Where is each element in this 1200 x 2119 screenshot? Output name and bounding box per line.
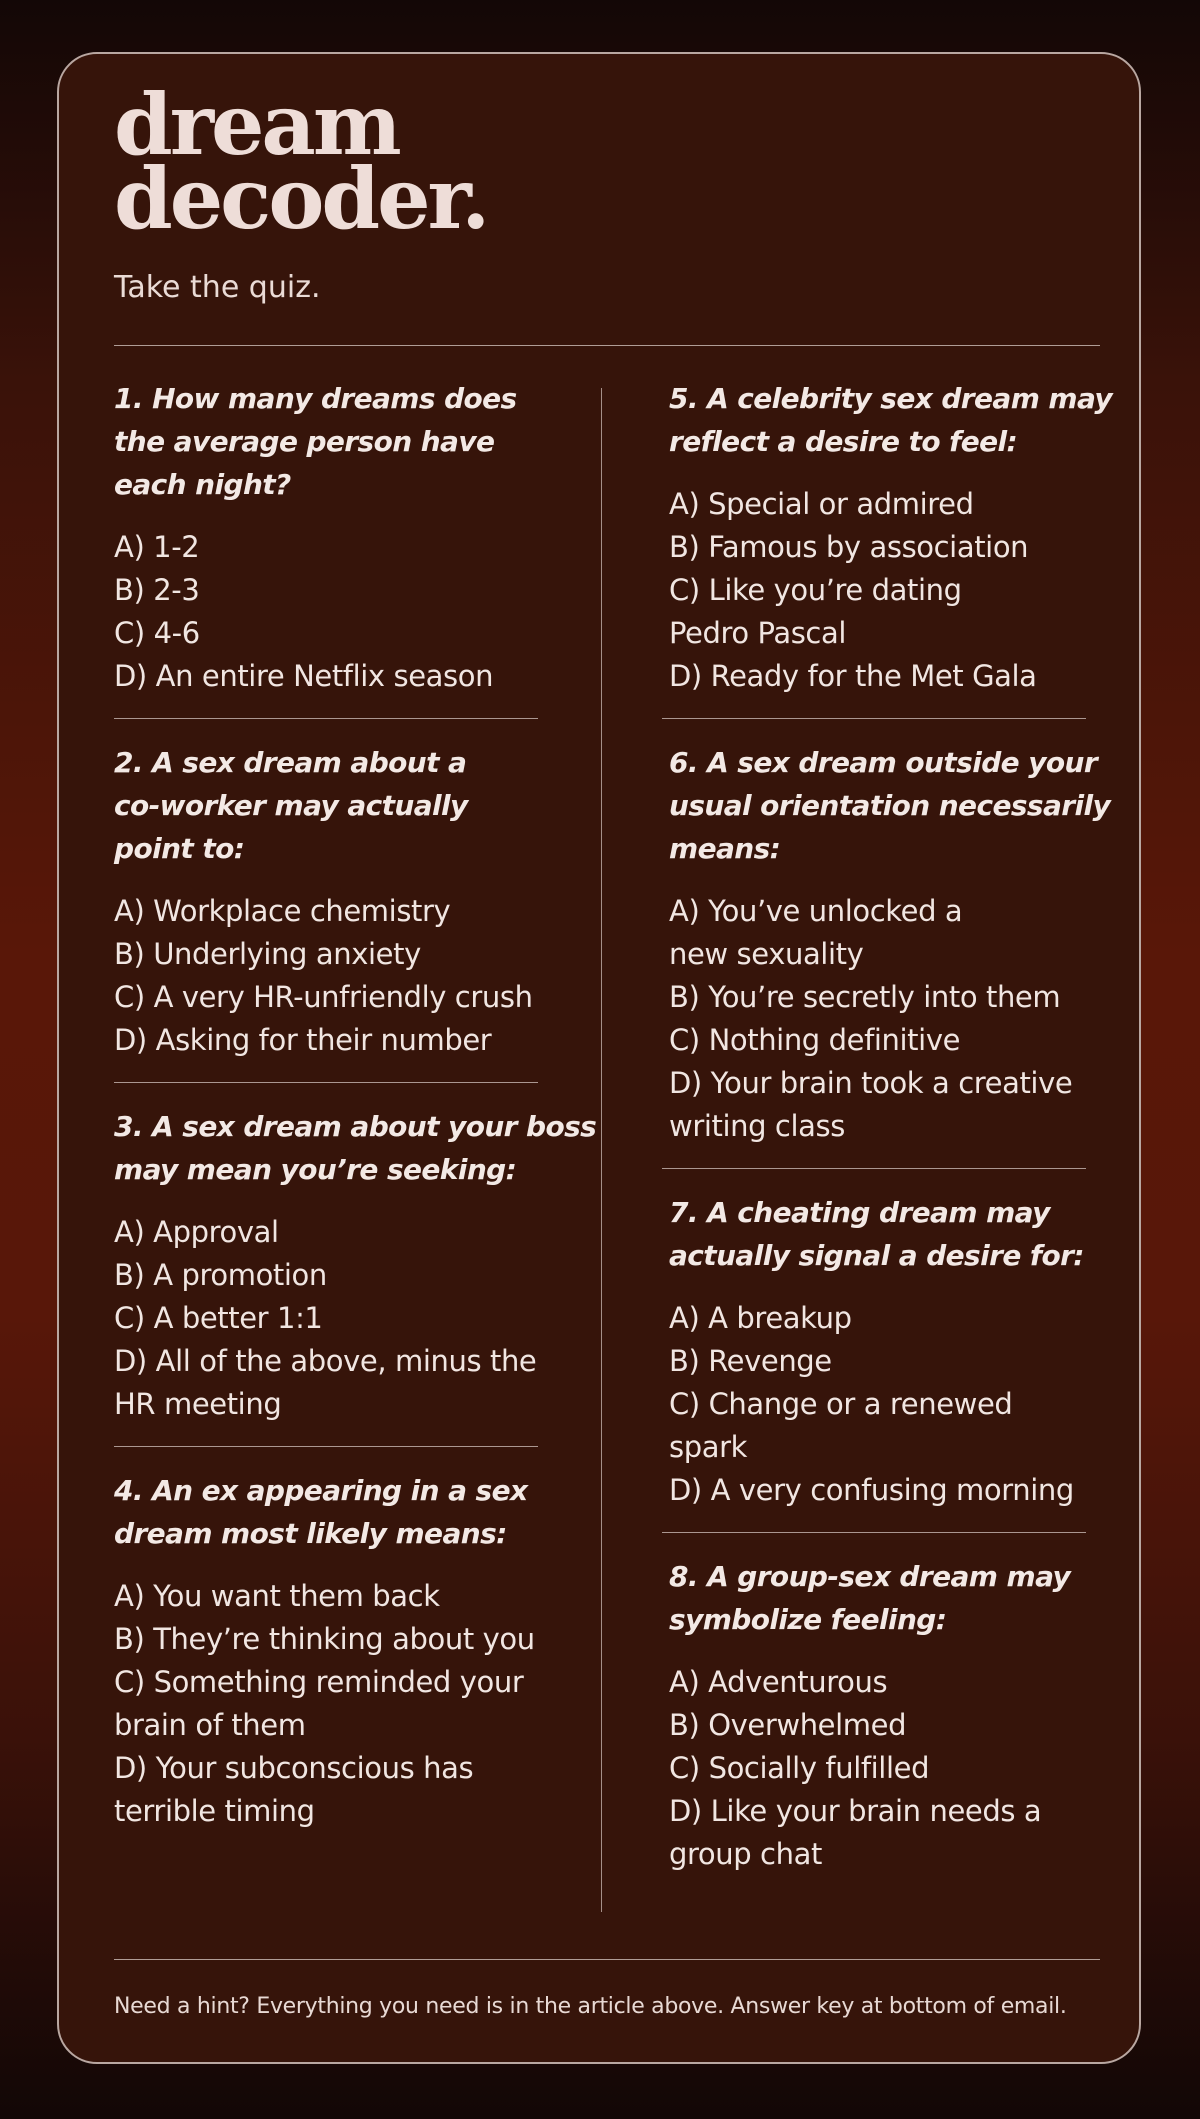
left-column: [114, 377, 597, 1833]
question-text-line: co-worker may actually: [114, 789, 468, 822]
answer-text-line: Pedro Pascal: [669, 616, 846, 650]
answer-list: [114, 1575, 586, 1833]
answer-list: [669, 1661, 1109, 1876]
answer-text-line: C) Nothing definitive: [669, 1023, 961, 1057]
answer-option: [669, 976, 1086, 1019]
answer-text-line: B) Famous by association: [669, 530, 1029, 564]
answer-text-line: C) A very HR-unfriendly crush: [114, 980, 533, 1014]
answer-text-line: B) Revenge: [669, 1344, 832, 1378]
question-text-line: actually signal a desire for:: [669, 1239, 1084, 1272]
right-column: [669, 377, 1113, 1876]
answer-text-line: A) You want them back: [114, 1579, 440, 1613]
question-text: [114, 1469, 586, 1555]
question-text-line: symbolize feeling:: [669, 1603, 947, 1636]
answer-option: [669, 526, 1086, 569]
question-1: [114, 377, 538, 719]
answer-list: [669, 1297, 1086, 1512]
answer-text-line: writing class: [669, 1109, 845, 1143]
question-text-line: 7. A cheating dream may: [669, 1196, 1050, 1229]
question-text-line: the average person have: [114, 425, 495, 458]
answer-option: [669, 1469, 1086, 1512]
answer-text-line: B) You’re secretly into them: [669, 980, 1061, 1014]
answer-option: [669, 1340, 1086, 1383]
answer-text-line: C) Like you’re dating: [669, 573, 962, 607]
question-text: [114, 1105, 597, 1191]
answer-option: [669, 569, 1086, 655]
answer-text-line: A) A breakup: [669, 1301, 852, 1335]
answer-text-line: brain of them: [114, 1708, 306, 1742]
answer-option: [114, 1340, 538, 1426]
answer-option: [114, 1661, 586, 1747]
answer-text-line: A) Adventurous: [669, 1665, 888, 1699]
answer-text-line: D) Ready for the Met Gala: [669, 659, 1037, 693]
question-6: [662, 741, 1111, 1169]
answer-text-line: B) Underlying anxiety: [114, 937, 421, 971]
answer-option: [669, 890, 1086, 976]
answer-option: [114, 1747, 586, 1833]
answer-option: [669, 1062, 1086, 1148]
answer-option: [669, 1747, 1109, 1790]
subtitle: Take the quiz.: [114, 270, 321, 305]
answer-option: [669, 1297, 1086, 1340]
answer-option: [114, 655, 538, 698]
answer-text-line: D) An entire Netflix season: [114, 659, 494, 693]
answer-text-line: terrible timing: [114, 1794, 315, 1828]
answer-text-line: A) Approval: [114, 1215, 279, 1249]
answer-list: [114, 1211, 538, 1426]
question-text-line: 5. A celebrity sex dream may: [669, 382, 1113, 415]
question-text-line: reflect a desire to feel:: [669, 425, 1018, 458]
answer-text-line: B) 2-3: [114, 573, 200, 607]
answer-option: [114, 1575, 586, 1618]
answer-option: [669, 483, 1086, 526]
answer-option: [114, 1254, 538, 1297]
answer-option: [114, 890, 538, 933]
question-7: [662, 1191, 1086, 1533]
answer-text-line: new sexuality: [669, 937, 864, 971]
column-divider: [601, 388, 602, 1912]
footer-hint: Need a hint? Everything you need is in the article above. Answer key at bottom of email.: [114, 1994, 1067, 2019]
question-text-line: usual orientation necessarily: [669, 789, 1111, 822]
answer-option: [114, 526, 538, 569]
answer-option: [669, 1790, 1109, 1876]
question-3: [114, 1105, 597, 1447]
question-text-line: 8. A group-sex dream may: [669, 1560, 1071, 1593]
question-text-line: 4. An ex appearing in a sex: [114, 1474, 528, 1507]
answer-option: [114, 1297, 538, 1340]
question-8: [669, 1555, 1109, 1876]
answer-option: [114, 612, 538, 655]
question-text-line: 3. A sex dream about your boss: [114, 1110, 597, 1143]
answer-text-line: D) Your brain took a creative: [669, 1066, 1073, 1100]
question-text-line: may mean you’re seeking:: [114, 1153, 517, 1186]
bottom-divider: [114, 1959, 1100, 1960]
answer-list: [669, 890, 1086, 1148]
question-text-line: 6. A sex dream outside your: [669, 746, 1098, 779]
answer-text-line: B) They’re thinking about you: [114, 1622, 535, 1656]
answer-text-line: A) You’ve unlocked a: [669, 894, 963, 928]
answer-text-line: C) Something reminded your: [114, 1665, 524, 1699]
answer-text-line: group chat: [669, 1837, 822, 1871]
answer-option: [114, 569, 538, 612]
answer-option: [114, 1211, 538, 1254]
title-line-2: decoder.: [114, 149, 488, 248]
answer-text-line: B) A promotion: [114, 1258, 327, 1292]
answer-option: [114, 1019, 538, 1062]
answer-option: [669, 655, 1086, 698]
question-text: [669, 1191, 1086, 1277]
answer-text-line: C) 4-6: [114, 616, 200, 650]
answer-text-line: B) Overwhelmed: [669, 1708, 907, 1742]
question-text: [114, 741, 538, 870]
question-text: [669, 741, 1111, 870]
answer-list: [114, 526, 538, 698]
answer-option: [669, 1383, 1086, 1469]
answer-option: [669, 1661, 1109, 1704]
answer-option: [669, 1704, 1109, 1747]
answer-text-line: D) Asking for their number: [114, 1023, 492, 1057]
question-5: [662, 377, 1113, 719]
quiz-card: [57, 52, 1141, 2064]
answer-text-line: A) 1-2: [114, 530, 200, 564]
answer-text-line: A) Workplace chemistry: [114, 894, 451, 928]
answer-option: [669, 1019, 1086, 1062]
page-title: [114, 75, 488, 248]
answer-text-line: C) Change or a renewed: [669, 1387, 1013, 1421]
answer-text-line: D) Your subconscious has: [114, 1751, 474, 1785]
top-divider: [114, 345, 1100, 346]
question-text: [669, 1555, 1109, 1641]
answer-text-line: HR meeting: [114, 1387, 282, 1421]
question-text-line: point to:: [114, 832, 245, 865]
question-4: [114, 1469, 586, 1833]
answer-text-line: C) Socially fulfilled: [669, 1751, 930, 1785]
question-text-line: each night?: [114, 468, 291, 501]
answer-option: [114, 933, 538, 976]
question-text-line: dream most likely means:: [114, 1517, 507, 1550]
answer-text-line: A) Special or admired: [669, 487, 974, 521]
question-text: [669, 377, 1113, 463]
answer-text-line: D) Like your brain needs a: [669, 1794, 1042, 1828]
title-line-1: dream: [114, 75, 399, 174]
answer-text-line: spark: [669, 1430, 748, 1464]
answer-option: [114, 1618, 586, 1661]
answer-text-line: D) A very confusing morning: [669, 1473, 1074, 1507]
answer-option: [114, 976, 538, 1019]
answer-text-line: D) All of the above, minus the: [114, 1344, 537, 1378]
question-text: [114, 377, 538, 506]
question-text-line: means:: [669, 832, 781, 865]
question-2: [114, 741, 538, 1083]
question-text-line: 1. How many dreams does: [114, 382, 517, 415]
answer-list: [669, 483, 1086, 698]
answer-list: [114, 890, 538, 1062]
answer-text-line: C) A better 1:1: [114, 1301, 323, 1335]
question-text-line: 2. A sex dream about a: [114, 746, 467, 779]
